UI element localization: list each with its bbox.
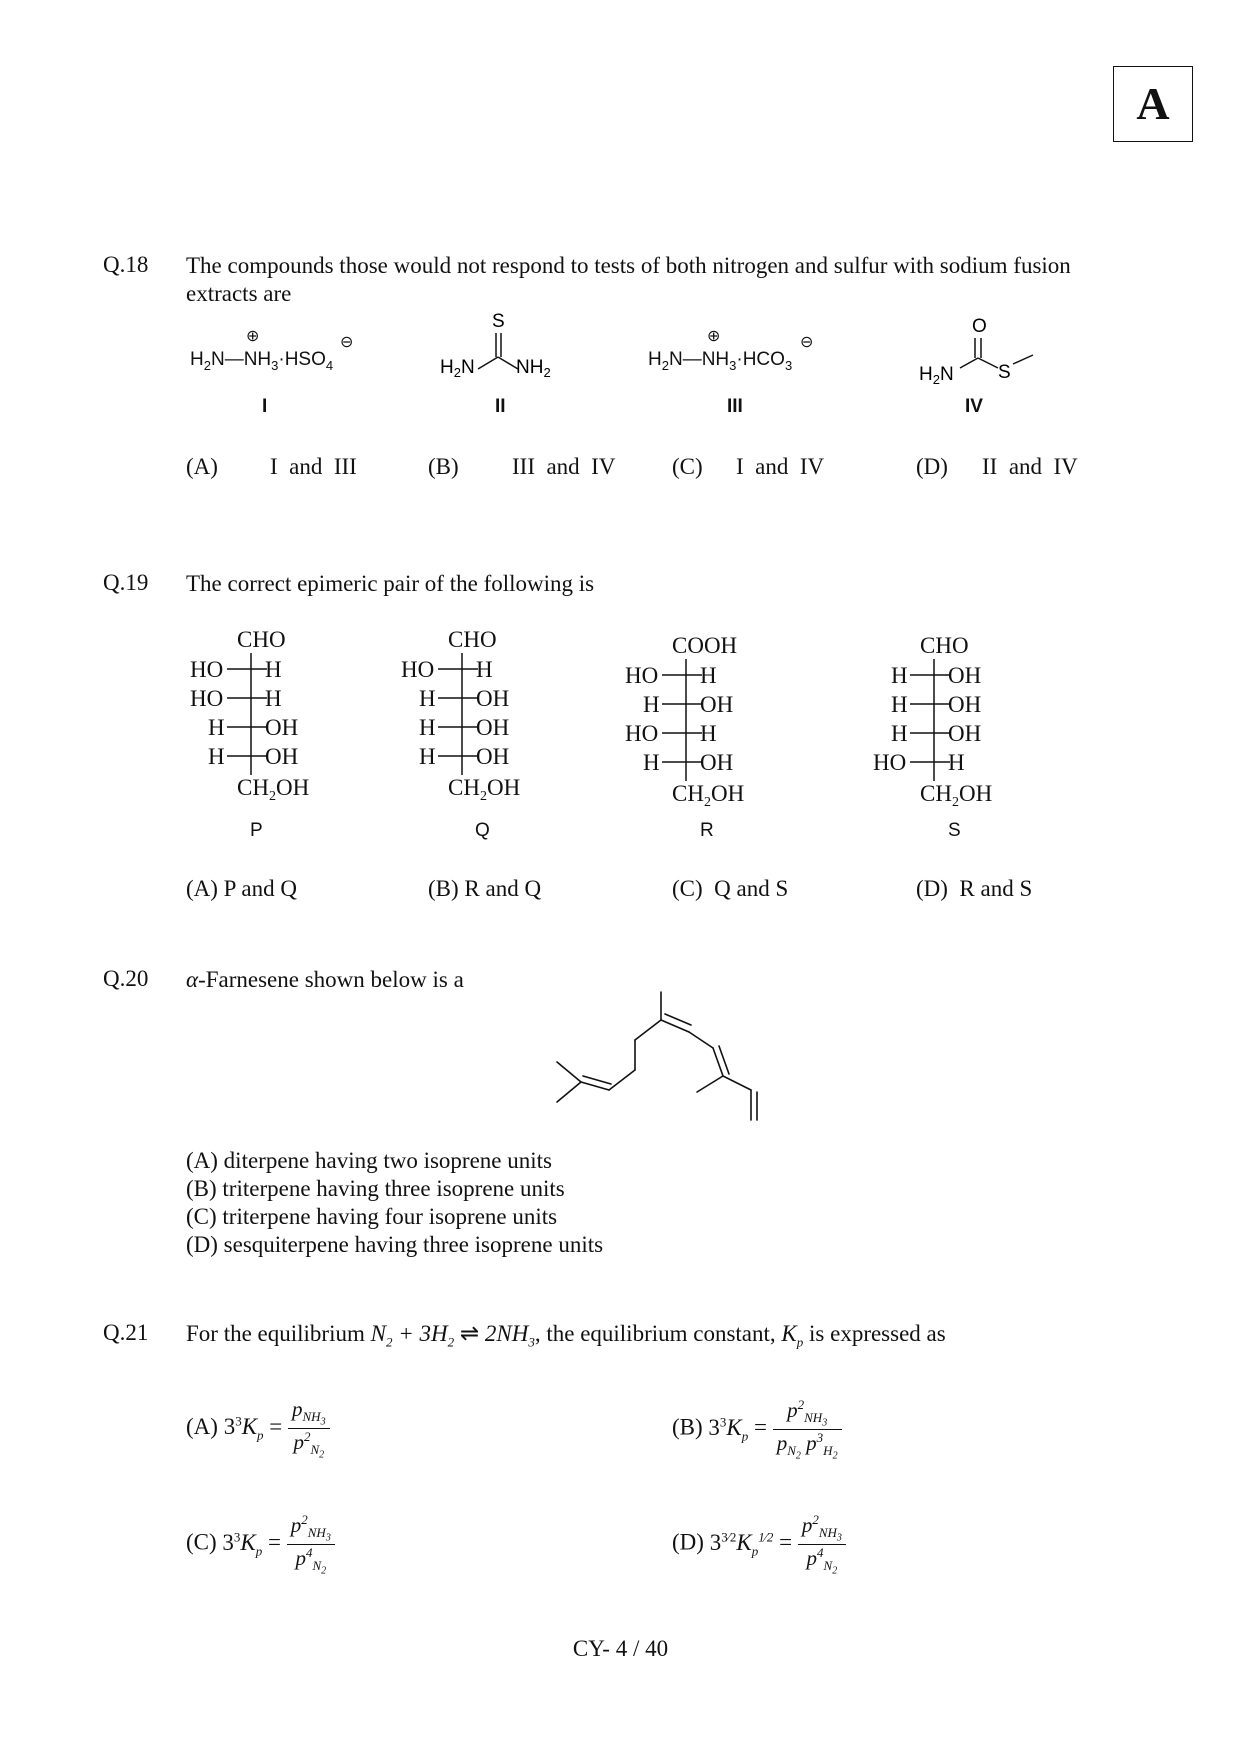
svg-text:HO: HO — [625, 663, 659, 688]
svg-text:S: S — [998, 362, 1011, 383]
svg-text:CH2OH: $CH_2OH$ — [237, 775, 310, 804]
svg-text:HO: HO — [190, 657, 224, 682]
q18-number: Q.18 — [103, 252, 149, 277]
svg-text:H: H — [891, 663, 908, 688]
svg-text:HO: HO — [873, 750, 907, 775]
fischer-projection-q — [396, 625, 576, 805]
q21-option-b: (B) $3^3K_p$ = $\frac{p^2_{NH_3}}{p_{N_2} p^3_{H_2}}$ — [672, 1397, 842, 1462]
label-i: I — [262, 396, 268, 417]
q20-option-d: (D) sesquiterpene having three isoprene units — [186, 1232, 604, 1257]
q18-option-c-key: (C) — [672, 454, 703, 479]
svg-text:H: H — [419, 686, 436, 711]
svg-text:OH: OH — [476, 715, 510, 740]
q21-option-c: (C) $3^3K_p$ = $\frac{p^2_{NH_3}}{p^4_{N_2}}$ — [186, 1512, 335, 1577]
q20-number: Q.20 — [103, 966, 149, 991]
fischer-projection-s — [868, 631, 1058, 811]
plus-charge-icon: ⊕ — [246, 328, 260, 345]
svg-text:H: H — [891, 721, 908, 746]
q19-option-b: (B) R and Q — [428, 876, 542, 901]
svg-text:OH: OH — [948, 692, 982, 717]
svg-text:H: H — [476, 657, 493, 682]
q19-option-a: (A) P and Q — [186, 876, 297, 901]
alpha-farnesene-structure — [555, 990, 815, 1130]
label-s: S — [948, 820, 961, 841]
minus-charge-icon: ⊖ — [800, 334, 814, 351]
q18-option-b-key: (B) — [428, 454, 459, 479]
svg-text:H: H — [419, 744, 436, 769]
q20-option-a: (A) diterpene having two isoprene units — [186, 1148, 552, 1173]
q18-option-c-text: I and IV — [736, 454, 825, 479]
q20-text: α-Farnesene shown below is a — [186, 967, 464, 992]
structure-iii: $H_2N—NH_3\cdot HCO_3$ — [648, 349, 793, 373]
svg-text:CHO: CHO — [237, 627, 286, 652]
svg-text:H: H — [948, 750, 965, 775]
page-footer: CY- 4 / 40 — [572, 1636, 669, 1661]
plus-charge-icon: ⊕ — [707, 328, 721, 345]
svg-text:NH2: $NH_2$ — [516, 357, 551, 380]
q18-option-b-text: III and IV — [512, 454, 616, 479]
fischer-projection-r — [620, 631, 810, 811]
q19-option-c: (C) Q and S — [672, 876, 789, 901]
svg-text:OH: OH — [700, 750, 734, 775]
svg-text:COOH: COOH — [672, 633, 738, 658]
fischer-projection-p — [185, 625, 365, 805]
label-ii: II — [495, 396, 506, 417]
booklet-code-box — [1113, 66, 1193, 142]
q18-option-a-key: (A) — [186, 454, 218, 479]
svg-text:H: H — [208, 744, 225, 769]
q21-text: For the equilibrium $N_2 + 3H_2$ ⇌ $2NH_3$, the equilibrium constant, $K_p$ is expressed as — [186, 1321, 946, 1350]
svg-text:CHO: CHO — [448, 627, 497, 652]
svg-text:H: H — [208, 715, 225, 740]
svg-text:OH: OH — [476, 686, 510, 711]
label-iii: III — [727, 396, 743, 417]
svg-text:H: H — [265, 657, 282, 682]
booklet-code: A — [1136, 78, 1170, 129]
svg-text:H: H — [700, 721, 717, 746]
svg-text:OH: OH — [700, 692, 734, 717]
q18-option-d-text: II and IV — [982, 454, 1078, 479]
svg-text:H: H — [891, 692, 908, 717]
svg-text:H: H — [419, 715, 436, 740]
svg-text:HO: HO — [190, 686, 224, 711]
svg-text:OH: OH — [265, 715, 299, 740]
svg-text:CH2OH: $CH_2OH$ — [672, 781, 745, 810]
label-q: Q — [475, 820, 490, 841]
q20-option-b: (B) triterpene having three isoprene units — [186, 1176, 565, 1201]
q19-text: The correct epimeric pair of the following is — [186, 571, 595, 596]
svg-text:HO: HO — [401, 657, 435, 682]
q19-number: Q.19 — [103, 570, 149, 595]
svg-text:H: H — [700, 663, 717, 688]
structure-ii — [430, 305, 570, 395]
label-r: R — [700, 820, 714, 841]
svg-text:CH2OH: $CH_2OH$ — [920, 781, 993, 810]
svg-text:S: S — [492, 311, 505, 332]
svg-text:H2N: $H_2N$ — [440, 357, 475, 380]
equilibrium-equation: $N_2 + 3H_2$ ⇌ $2NH_3$ — [370, 1321, 535, 1350]
svg-text:H: H — [643, 692, 660, 717]
svg-text:HO: HO — [625, 721, 659, 746]
svg-text:OH: OH — [948, 663, 982, 688]
label-p: P — [250, 820, 263, 841]
structure-iv — [915, 312, 1065, 402]
svg-text:OH: OH — [476, 744, 510, 769]
minus-charge-icon: ⊖ — [340, 334, 354, 351]
label-iv: IV — [965, 396, 983, 417]
svg-text:OH: OH — [265, 744, 299, 769]
svg-text:CH2OH: $CH_2OH$ — [448, 775, 521, 804]
q18-text: The compounds those would not respond to tests of both nitrogen and sulfur with sodium fusion extracts are — [186, 253, 1071, 306]
svg-text:H: H — [265, 686, 282, 711]
structure-i: $H_2N—NH_3\cdot HSO_4$ — [190, 349, 334, 373]
svg-text:H: H — [643, 750, 660, 775]
q21-number: Q.21 — [103, 1320, 149, 1345]
svg-text:OH: OH — [948, 721, 982, 746]
q21-option-d: (D) $3^{3⁄2}K_p^{1⁄2}$ = $\frac{p^2_{NH_3}}{p^4_{N_2}}$ — [672, 1512, 846, 1577]
q20-option-c: (C) triterpene having four isoprene units — [186, 1204, 558, 1229]
q21-option-a: (A) $3^3K_p$ = $\frac{p_{NH_3}}{p^2_{N_2}}$ — [186, 1397, 330, 1461]
q19-option-d: (D) R and S — [916, 876, 1033, 901]
svg-text:H2N: $H_2N$ — [919, 364, 954, 387]
q18-option-a-text: I and III — [270, 454, 357, 479]
svg-text:O: O — [972, 316, 987, 337]
svg-text:CHO: CHO — [920, 633, 969, 658]
q18-option-d-key: (D) — [916, 454, 948, 479]
